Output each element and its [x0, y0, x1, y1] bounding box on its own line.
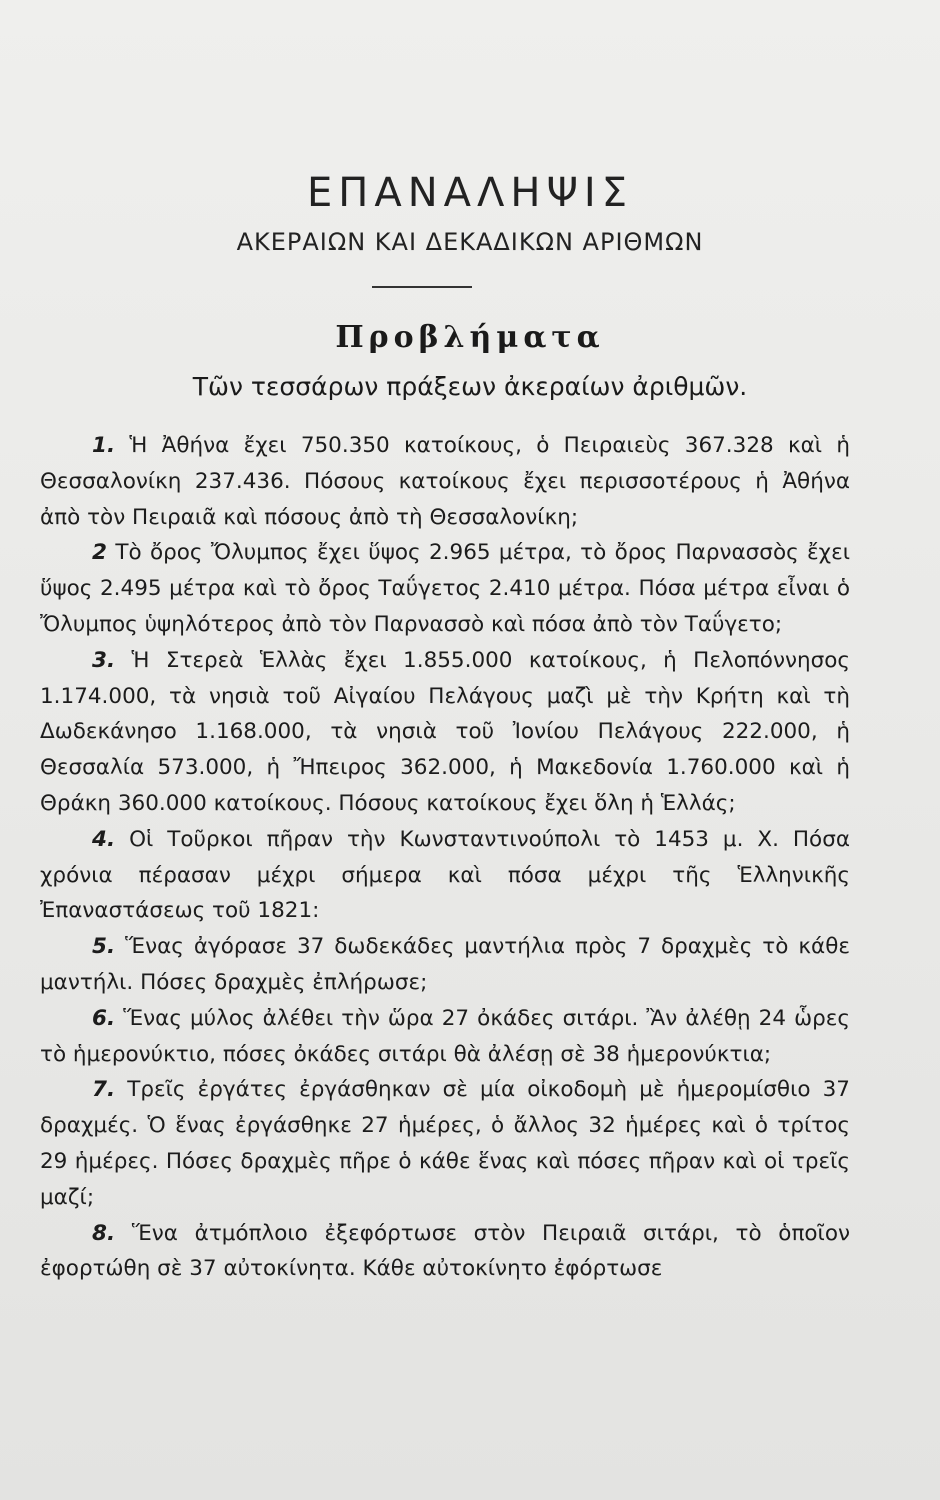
problem-item: [40, 643, 850, 822]
problem-text: Ἡ Στερεὰ Ἑλλὰς ἔχει 1.855.000 κατοίκους, ἡ Πελοπόννησος 1.174.000, τὰ νησιὰ τοῦ Αἰγαίου Πελάγους μαζὶ μὲ τὴν Κρήτη καὶ τὴ Δωδεκάνησο 1.168.000, τὰ νησιὰ τοῦ Ἰονίου Πελάγους 222.000, ἡ Θεσσαλία 573.000, ἡ Ἤπειρος 362.000, ἡ Μακεδονία 1.760.000 καὶ ἡ Θράκη 360.000 κατοίκους. Πόσους κατοίκους ἔχει ὅλη ἡ Ἑλλάς;: [40, 647, 850, 816]
problem-item: [40, 1001, 850, 1073]
problem-number: 6.: [92, 1005, 116, 1031]
section-subheading: Τῶν τεσσάρων πράξεων ἀκεραίων ἀριθμῶν.: [192, 372, 748, 401]
page-subtitle: ΑΚΕΡΑΙΩΝ ΚΑΙ ΔΕΚΑΔΙΚΩΝ ΑΡΙΘΜΩΝ: [236, 228, 704, 256]
problem-text: Ἕνας ἀγόρασε 37 δωδεκάδες μαντήλια πρὸς 7 δραχμὲς τὸ κάθε μαντήλι. Πόσες δραχμὲς ἐπλήρωσε;: [40, 934, 850, 995]
problem-number: 7.: [92, 1077, 116, 1103]
problem-item: [40, 1072, 850, 1215]
problem-text: Ἕνας μύλος ἀλέθει τὴν ὥρα 27 ὀκάδες σιτάρι. Ἂν ἀλέθῃ 24 ὧρες τὸ ἡμερονύκτιο, πόσες ὀκάδες σιτάρι θὰ ἀλέσῃ σὲ 38 ἡμερονύκτια;: [40, 1005, 850, 1067]
problem-number: 1.: [92, 433, 116, 458]
problem-number: 2: [92, 540, 107, 566]
problem-text: Ἡ Ἀθήνα ἔχει 750.350 κατοίκους, ὁ Πειραιεὺς 367.328 καὶ ἡ Θεσσαλονίκη 237.436. Πόσους κατοίκους ἔχει περισσοτέρους ἡ Ἀθήνα ἀπὸ τὸν Πειραιᾶ καὶ πόσους ἀπὸ τὴ Θεσσαλονίκη;: [40, 433, 850, 530]
problem-number: 8.: [92, 1220, 116, 1246]
problem-text: Τὸ ὄρος Ὄλυμπος ἔχει ὕψος 2.965 μέτρα, τὸ ὄρος Παρνασσὸς ἔχει ὕψος 2.495 μέτρα καὶ τὸ ὄρος Ταΰγετος 2.410 μέτρα. Πόσα μέτρα εἶναι ὁ Ὄλυμπος ὑψηλότερος ἀπὸ τὸν Παρνασσὸ καὶ πόσα ἀπὸ τὸν Ταΰγετο;: [40, 540, 850, 637]
problem-item: [40, 1216, 850, 1288]
page-title: ΕΠΑΝΑΛΗΨΙΣ: [307, 170, 633, 216]
section-heading: Προβλήματα: [335, 320, 605, 355]
problems-list: [40, 428, 850, 1287]
divider-rule: [372, 286, 472, 288]
problem-item: [40, 822, 850, 929]
problem-text: Οἱ Τοῦρκοι πῆραν τὴν Κωνσταντινούπολι τὸ 1453 μ. Χ. Πόσα χρόνια πέρασαν μέχρι σήμερα καὶ πόσα μέχρι τῆς Ἑλληνικῆς Ἐπαναστάσεως τοῦ 1821:: [40, 826, 850, 924]
problem-number: 4.: [92, 826, 116, 852]
problem-item: [40, 929, 850, 1001]
problem-item: [40, 535, 850, 642]
problem-text: Ἕνα ἀτμόπλοιο ἐξεφόρτωσε στὸν Πειραιᾶ σιτάρι, τὸ ὁποῖον ἐφορτώθη σὲ 37 αὐτοκίνητα. Κάθε αὐτοκίνητο ἐφόρτωσε: [40, 1220, 850, 1282]
problem-number: 3.: [92, 647, 116, 673]
problem-text: Τρεῖς ἐργάτες ἐργάσθηκαν σὲ μία οἰκοδομὴ μὲ ἡμερομίσθιο 37 δραχμές. Ὁ ἕνας ἐργάσθηκε 27 ἡμέρες, ὁ ἄλλος 32 ἡμέρες καὶ ὁ τρίτος 29 ἡμέρες. Πόσες δραχμὲς πῆρε ὁ κάθε ἕνας καὶ πόσες πῆραν καὶ οἱ τρεῖς μαζί;: [40, 1077, 850, 1210]
problem-item: [40, 428, 850, 535]
problem-number: 5.: [92, 934, 116, 960]
